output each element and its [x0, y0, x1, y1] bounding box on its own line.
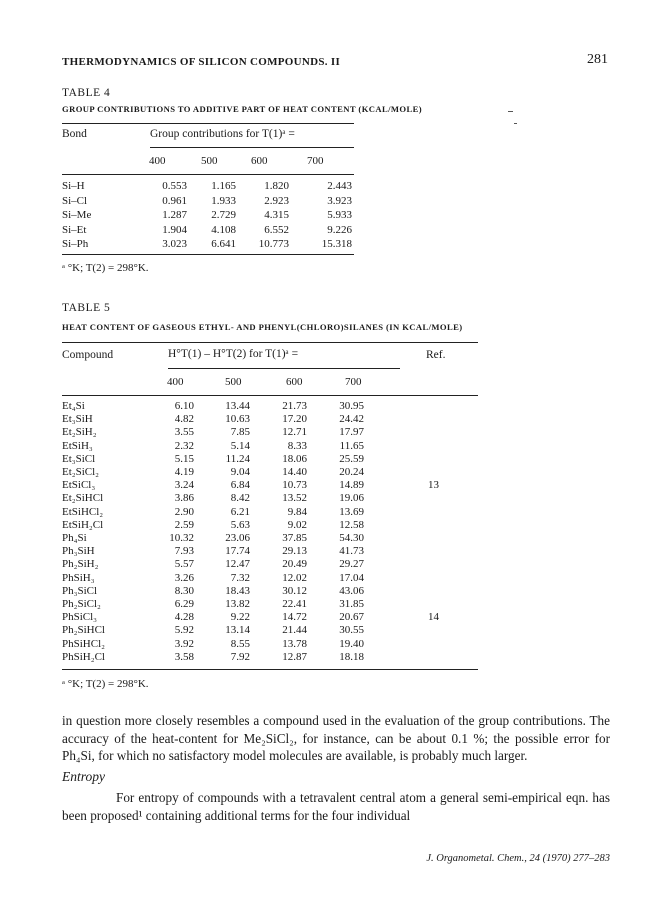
table5-value-cell: 5.57 — [174, 558, 194, 571]
table4-value-cell: 2.443 — [327, 180, 352, 192]
table4-top-rule — [62, 123, 354, 124]
table5-value-cell: 30.55 — [339, 624, 364, 637]
table5-compound-cell: EtSiHCl₂ — [62, 505, 104, 518]
table5-value-cell: 20.49 — [282, 558, 307, 571]
table5-value-cell: 14.40 — [282, 466, 307, 478]
table5-label: TABLE 5 — [62, 302, 111, 314]
table5-value-cell: 10.32 — [169, 532, 194, 544]
table4-bond-cell: Si–Me — [62, 209, 92, 222]
table4-bottom-rule — [62, 254, 354, 255]
table4-value-cell: 1.287 — [162, 209, 187, 222]
table5-value-cell: 12.71 — [282, 426, 307, 439]
table5-value-cell: 17.20 — [282, 413, 307, 426]
table4-value-cell: 6.552 — [264, 223, 289, 236]
table5-value-cell: 29.27 — [339, 558, 364, 571]
table5-compound-cell: EtSiH₃ — [62, 439, 93, 452]
table5-col-group: H°T(1) – H°T(2) for T(1)ᵃ = — [168, 348, 299, 360]
table5-compound-cell: Et₂SiCl₂ — [62, 466, 100, 478]
scan-speck — [514, 123, 517, 124]
table5-value-cell: 10.73 — [282, 479, 307, 492]
table5-col-ref: Ref. — [426, 349, 446, 361]
table4-header-rule — [62, 174, 354, 175]
table5-value-cell: 19.40 — [339, 637, 364, 650]
table4-value-cell: 3.023 — [162, 238, 187, 251]
table5-value-cell: 25.59 — [339, 452, 364, 465]
table5-compound-cell: Ph₃SiH — [62, 545, 95, 558]
table5-compound-cell: Et₄Si — [62, 400, 85, 412]
table5-caption: HEAT CONTENT OF GASEOUS ETHYL- AND PHENYL(CHLORO)SILANES (IN KCAL/MOLE) — [62, 322, 463, 332]
table5-value-cell: 7.92 — [230, 650, 250, 663]
table5-value-cell: 5.15 — [174, 452, 194, 465]
table5-value-cell: 17.74 — [225, 545, 250, 558]
table5-value-cell: 7.32 — [230, 571, 250, 584]
table5-compound-cell: PhSiH₃ — [62, 571, 95, 584]
table4-value-cell: 4.315 — [264, 209, 289, 222]
table5-value-cell: 17.04 — [339, 571, 364, 584]
table4-value-cell: 10.773 — [258, 238, 289, 251]
table5-value-cell: 9.84 — [287, 505, 307, 518]
table4-temp-header: 700 — [307, 155, 324, 167]
table5-value-cell: 6.84 — [230, 479, 250, 492]
table5-value-cell: 20.24 — [339, 466, 364, 478]
table5-value-cell: 3.24 — [174, 479, 194, 492]
table5-value-cell: 18.43 — [225, 584, 250, 597]
table5-value-cell: 20.67 — [339, 611, 364, 624]
table5-value-cell: 17.97 — [339, 426, 364, 439]
table5-compound-cell: EtSiH₂Cl — [62, 518, 104, 531]
table5-value-cell: 21.73 — [282, 400, 307, 412]
table5-value-cell: 4.28 — [174, 611, 194, 624]
page-number: 281 — [587, 52, 608, 67]
table5-value-cell: 12.87 — [282, 650, 307, 663]
table4-group-rule — [150, 147, 354, 148]
table5-value-cell: 54.30 — [339, 532, 364, 544]
table4-bond-cell: Si–Ph — [62, 238, 89, 251]
table5-compound-cell: Ph₃SiCl — [62, 584, 98, 597]
body-paragraph: in question more closely resembles a compound used in the evaluation of the group contributions. The accuracy of the heat-content for Me₂SiCl₂, for instance, can be about 0.1 %; the possible error for Ph₄Si, for which no satisfactory model molecules are available, is probably much larger. — [62, 713, 610, 764]
table4-value-cell: 0.961 — [162, 194, 187, 207]
table5-value-cell: 14.72 — [282, 611, 307, 624]
table5-value-cell: 41.73 — [339, 545, 364, 558]
scan-speck — [508, 111, 513, 112]
table4-col-group: Group contributions for T(1)ᵃ = — [150, 128, 295, 140]
table5-value-cell: 3.86 — [174, 492, 194, 505]
table5-value-cell: 31.85 — [339, 598, 364, 610]
table5-value-cell: 8.42 — [230, 492, 250, 505]
table4-bond-cell: Si–Cl — [62, 194, 88, 207]
table5-value-cell: 11.24 — [225, 452, 250, 465]
table4-bond-cell: Si–H — [62, 180, 85, 192]
table5-top-rule — [62, 342, 478, 343]
table5-value-cell: 21.44 — [282, 624, 307, 637]
table5-compound-cell: Et₂SiHCl — [62, 492, 104, 505]
table4-caption: GROUP CONTRIBUTIONS TO ADDITIVE PART OF HEAT CONTENT (KCAL/MOLE) — [62, 104, 423, 114]
table5-compound-cell: Et₂SiH₂ — [62, 426, 97, 439]
table5-ref-cell: 13 — [428, 479, 439, 492]
table4-temp-header: 400 — [149, 155, 166, 167]
table5-value-cell: 13.14 — [225, 624, 250, 637]
table4-temp-header: 600 — [251, 155, 268, 167]
table4-value-cell: 9.226 — [327, 223, 352, 236]
table4-value-cell: 4.108 — [211, 223, 236, 236]
table5-value-cell: 18.18 — [339, 650, 364, 663]
table4-value-cell: 6.641 — [211, 238, 236, 251]
table5-temp-header: 500 — [225, 376, 242, 388]
table5-value-cell: 12.02 — [282, 571, 307, 584]
table5-value-cell: 12.58 — [339, 518, 364, 531]
table5-value-cell: 6.21 — [230, 505, 250, 518]
table5-value-cell: 3.55 — [174, 426, 194, 439]
table4-value-cell: 2.923 — [264, 194, 289, 207]
table5-value-cell: 12.47 — [225, 558, 250, 571]
table5-compound-cell: PhSiH₂Cl — [62, 650, 105, 663]
table5-value-cell: 9.04 — [230, 466, 250, 478]
table4-footnote: ᵃ °K; T(2) = 298°K. — [62, 262, 149, 274]
table5-value-cell: 13.78 — [282, 637, 307, 650]
table4-bond-cell: Si–Et — [62, 223, 87, 236]
table5-temp-header: 600 — [286, 376, 303, 388]
table5-compound-cell: Ph₄Si — [62, 532, 87, 544]
table5-value-cell: 8.33 — [287, 439, 307, 452]
table5-value-cell: 3.26 — [174, 571, 194, 584]
table5-value-cell: 9.02 — [287, 518, 307, 531]
table5-value-cell: 22.41 — [282, 598, 307, 610]
table5-value-cell: 37.85 — [282, 532, 307, 544]
table4-value-cell: 3.923 — [327, 194, 352, 207]
table5-value-cell: 7.93 — [174, 545, 194, 558]
table5-value-cell: 7.85 — [230, 426, 250, 439]
table5-group-rule — [168, 368, 400, 369]
table5-temp-header: 700 — [345, 376, 362, 388]
table5-value-cell: 6.10 — [174, 400, 194, 412]
table5-value-cell: 2.59 — [174, 518, 194, 531]
table4-value-cell: 1.904 — [162, 223, 187, 236]
table5-value-cell: 8.55 — [230, 637, 250, 650]
table5-value-cell: 13.52 — [282, 492, 307, 505]
table5-value-cell: 13.69 — [339, 505, 364, 518]
table5-compound-cell: Et₃SiCl — [62, 452, 96, 465]
table5-value-cell: 13.82 — [225, 598, 250, 610]
table5-value-cell: 2.32 — [174, 439, 194, 452]
table5-header-rule — [62, 395, 478, 396]
body-paragraph: For entropy of compounds with a tetravalent central atom a general semi-empirical eqn. has been proposed¹ containing additional terms for the four individual — [62, 790, 610, 823]
table5-compound-cell: Ph₂SiHCl — [62, 624, 105, 637]
table5-value-cell: 14.89 — [339, 479, 364, 492]
table5-value-cell: 6.29 — [174, 598, 194, 610]
table5-compound-cell: PhSiHCl₂ — [62, 637, 105, 650]
table5-value-cell: 23.06 — [225, 532, 250, 544]
journal-citation: J. Organometal. Chem., 24 (1970) 277–283 — [426, 853, 610, 864]
table4-value-cell: 1.165 — [211, 180, 236, 192]
section-heading: Entropy — [62, 769, 105, 784]
table4-col-bond: Bond — [62, 128, 87, 140]
table5-compound-cell: Ph₂SiH₂ — [62, 558, 99, 571]
table5-value-cell: 5.92 — [174, 624, 194, 637]
table5-value-cell: 30.95 — [339, 400, 364, 412]
table5-value-cell: 5.63 — [230, 518, 250, 531]
table4-value-cell: 1.820 — [264, 180, 289, 192]
table5-value-cell: 13.44 — [225, 400, 250, 412]
table5-value-cell: 29.13 — [282, 545, 307, 558]
table5-bottom-rule — [62, 669, 478, 670]
table5-compound-cell: PhSiCl₃ — [62, 611, 98, 624]
table4-value-cell: 0.553 — [162, 180, 187, 192]
table5-value-cell: 4.82 — [174, 413, 194, 426]
table5-value-cell: 3.92 — [174, 637, 194, 650]
table4-temp-header: 500 — [201, 155, 218, 167]
table5-value-cell: 9.22 — [230, 611, 250, 624]
table4-value-cell: 1.933 — [211, 194, 236, 207]
table5-value-cell: 43.06 — [339, 584, 364, 597]
table5-footnote: ᵃ °K; T(2) = 298°K. — [62, 678, 149, 690]
table5-compound-cell: Et₃SiH — [62, 413, 93, 426]
table5-value-cell: 8.30 — [174, 584, 194, 597]
table5-value-cell: 11.65 — [339, 439, 364, 452]
table5-compound-cell: Ph₂SiCl₂ — [62, 598, 101, 610]
table5-value-cell: 24.42 — [339, 413, 364, 426]
table5-value-cell: 30.12 — [282, 584, 307, 597]
table5-value-cell: 2.90 — [174, 505, 194, 518]
table5-col-compound: Compound — [62, 349, 114, 361]
table4-label: TABLE 4 — [62, 87, 111, 99]
table5-temp-header: 400 — [167, 376, 184, 388]
running-title: THERMODYNAMICS OF SILICON COMPOUNDS. II — [62, 56, 341, 68]
table5-value-cell: 3.58 — [174, 650, 194, 663]
table5-value-cell: 5.14 — [230, 439, 250, 452]
table4-value-cell: 5.933 — [327, 209, 352, 222]
table5-value-cell: 10.63 — [225, 413, 250, 426]
table4-value-cell: 2.729 — [211, 209, 236, 222]
table4-value-cell: 15.318 — [321, 238, 352, 251]
table5-value-cell: 18.06 — [282, 452, 307, 465]
table5-value-cell: 4.19 — [174, 466, 194, 478]
table5-compound-cell: EtSiCl₃ — [62, 479, 96, 492]
table5-ref-cell: 14 — [428, 611, 439, 624]
table5-value-cell: 19.06 — [339, 492, 364, 505]
